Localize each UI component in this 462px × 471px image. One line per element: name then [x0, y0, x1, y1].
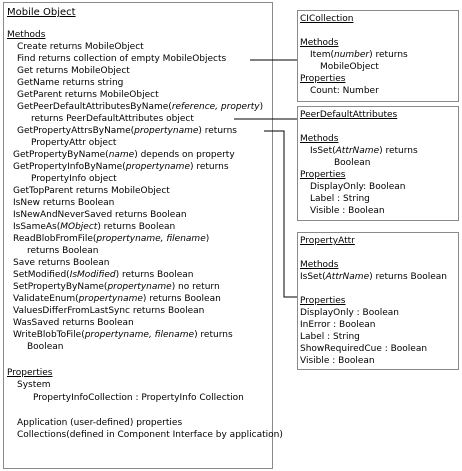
method-getname: GetName returns string — [17, 78, 124, 88]
method-save: Save returns Boolean — [13, 258, 110, 268]
method-params: reference, property — [171, 102, 260, 112]
property-attr-inerror: InError : Boolean — [300, 320, 376, 330]
method-params: propertyname, filename — [84, 330, 195, 340]
method-return: ) returns Boolean — [142, 294, 221, 304]
mobile-object-properties-heading: Properties — [7, 368, 53, 378]
cicollection-count: Count: Number — [310, 86, 379, 96]
method-params: propertyname — [107, 282, 172, 292]
method-name: GetPropertyInfoByName( — [13, 162, 126, 172]
method-params: propertyname — [125, 162, 190, 172]
peer-isset-return: Boolean — [334, 158, 371, 168]
method-name: IsSet( — [310, 146, 336, 156]
method-name: ValidateEnum( — [13, 294, 79, 304]
method-valuesdifferfromlastsync: ValuesDifferFromLastSync returns Boolean — [13, 306, 205, 316]
method-return: ) returns — [369, 50, 408, 60]
method-getpropertyinfobyname-return: PropertyInfo object — [31, 174, 117, 184]
method-params: name — [108, 150, 135, 160]
method-params: AttrName — [325, 272, 370, 282]
connector-propertyattrs-to-propertyattr — [264, 131, 297, 297]
method-writeblobtofile-return: Boolean — [27, 342, 64, 352]
method-isnewandneversaved: IsNewAndNeverSaved returns Boolean — [13, 210, 187, 220]
method-params: IsModified — [69, 270, 116, 280]
method-params: MObject — [60, 222, 98, 232]
peer-visible: Visible : Boolean — [310, 206, 385, 216]
method-find: Find returns collection of empty MobileObjects — [17, 54, 227, 64]
method-params: number — [334, 50, 370, 60]
method-return: ) depends on property — [134, 150, 235, 160]
method-getpeerdefaultattributesbyname-return: returns PeerDefaultAttributes object — [31, 114, 194, 124]
method-return: ) returns — [198, 126, 237, 136]
method-params: propertyname — [78, 294, 143, 304]
method-return: ) — [205, 234, 210, 244]
cicollection-properties-heading: Properties — [300, 74, 346, 84]
method-name: IsSameAs( — [13, 222, 61, 232]
mobile-object-title: Mobile Object — [7, 7, 76, 18]
mobile-object-methods-heading: Methods — [7, 30, 46, 40]
peer-displayonly: DisplayOnly: Boolean — [310, 182, 406, 192]
property-attr-properties-heading: Properties — [300, 296, 346, 306]
method-name: WriteBlobToFile( — [13, 330, 85, 340]
method-params: propertyname, filename — [96, 234, 206, 244]
method-return: ) returns Boolean — [115, 270, 194, 280]
property-attr-visible: Visible : Boolean — [300, 356, 375, 366]
method-wassaved: WasSaved returns Boolean — [13, 318, 134, 328]
property-attr-title: PropertyAttr — [300, 236, 355, 246]
system-label: System — [17, 380, 51, 390]
method-name: SetPropertyByName( — [13, 282, 108, 292]
method-params: propertyname — [134, 126, 199, 136]
method-name: IsSet( — [300, 272, 326, 282]
property-attr-displayonly: DisplayOnly : Boolean — [300, 308, 399, 318]
peer-properties-heading: Properties — [300, 170, 346, 180]
method-return: ) returns Boolean — [97, 222, 176, 232]
method-getpropertyattrsbyname-return: PropertyAttr object — [31, 138, 117, 148]
property-attr-showrequiredcue: ShowRequiredCue : Boolean — [300, 344, 428, 354]
method-readblobfromfile-return: returns Boolean — [27, 246, 99, 256]
method-return: ) — [259, 102, 264, 112]
collections-properties: Collections(defined in Component Interface by application) — [17, 430, 283, 440]
method-name: GetPeerDefaultAttributesByName( — [17, 102, 172, 112]
method-isnew: IsNew returns Boolean — [13, 198, 115, 208]
method-gettopparent: GetTopParent returns MobileObject — [13, 186, 170, 196]
method-name: SetModified( — [13, 270, 70, 280]
property-attr-label: Label : String — [300, 332, 360, 342]
cicollection-methods-heading: Methods — [300, 38, 339, 48]
method-return: ) returns — [379, 146, 418, 156]
property-attr-methods-heading: Methods — [300, 260, 339, 270]
method-params: AttrName — [335, 146, 380, 156]
system-property-info-collection: PropertyInfoCollection : PropertyInfo Collection — [33, 393, 244, 403]
method-return: ) returns — [189, 162, 229, 172]
method-return: ) returns — [194, 330, 233, 340]
method-name: ReadBlobFromFile( — [13, 234, 97, 244]
method-return: ) returns Boolean — [369, 272, 447, 282]
method-get: Get returns MobileObject — [17, 66, 130, 76]
method-name: GetPropertyByName( — [13, 150, 109, 160]
cicollection-title: CICollection — [300, 14, 354, 24]
method-getparent: GetParent returns MobileObject — [17, 90, 159, 100]
peer-label: Label : String — [310, 194, 370, 204]
peer-methods-heading: Methods — [300, 134, 339, 144]
method-name: Item( — [310, 50, 334, 60]
cicollection-item-return: MobileObject — [320, 62, 379, 72]
method-name: GetPropertyAttrsByName( — [17, 126, 135, 136]
method-return: ) no return — [171, 282, 220, 292]
peer-default-attributes-title: PeerDefaultAttributes — [300, 110, 398, 120]
application-properties: Application (user-defined) properties — [17, 418, 183, 428]
method-create: Create returns MobileObject — [17, 42, 144, 52]
